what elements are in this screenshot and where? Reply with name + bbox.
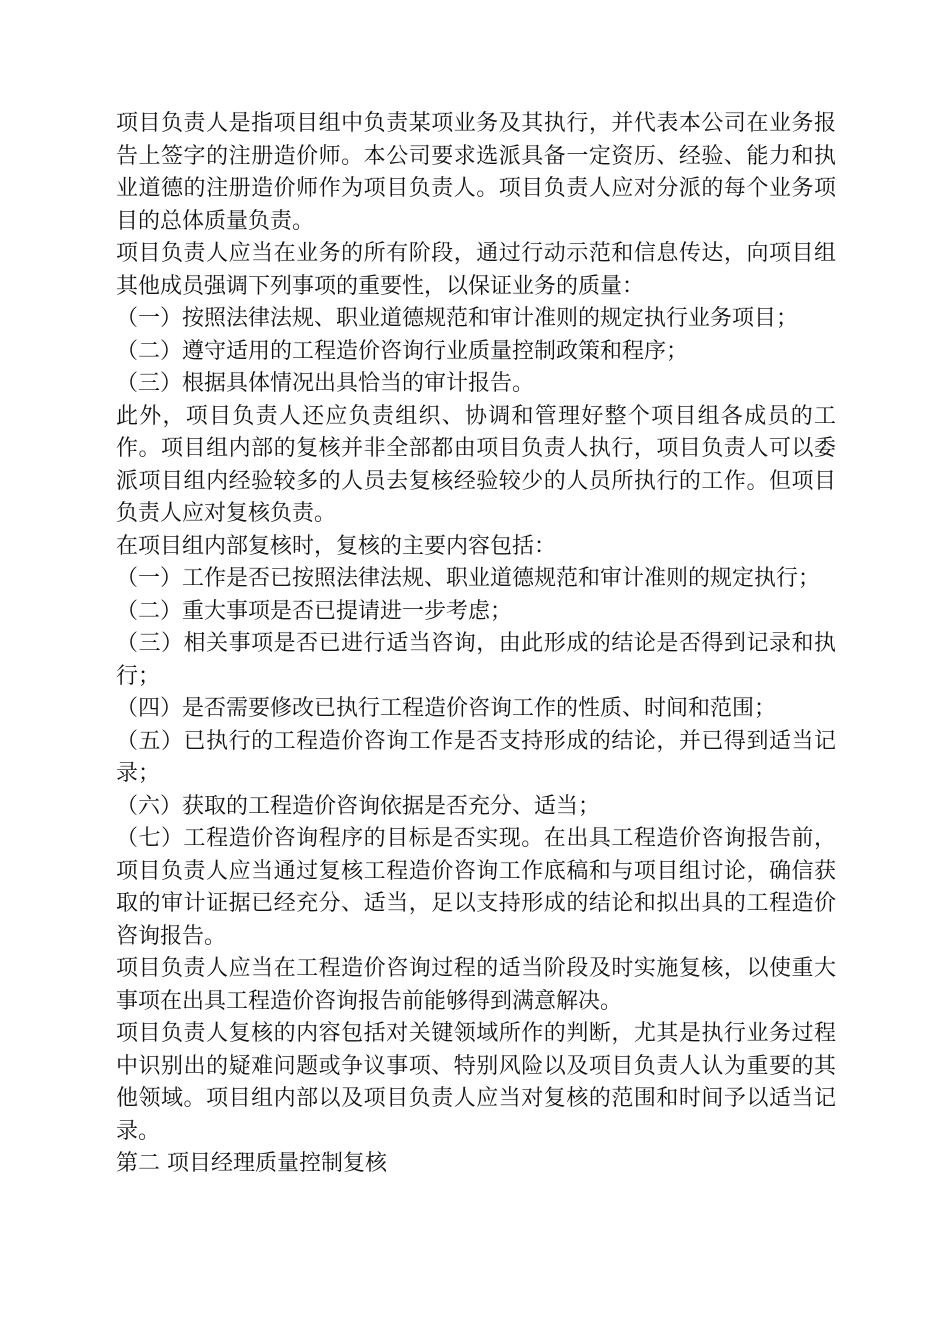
list-item-follow-policies: （二）遵守适用的工程造价咨询行业质量控制政策和程序； bbox=[116, 338, 689, 364]
list-item-review-modification: （四）是否需要修改已执行工程造价咨询工作的性质、时间和范围； bbox=[116, 696, 777, 721]
paragraph-internal-review-intro: 在项目组内部复核时，复核的主要内容包括： bbox=[116, 533, 557, 559]
paragraph-leader-coordination: 此外，项目负责人还应负责组织、协调和管理好整个项目组各成员的工作。项目组内部的复核并非全部都由项目负责人执行，项目负责人可以委派项目组内经验较多的人员去复核经验较少的人员所执行的工作。但项目负责人应对复核负责。 bbox=[116, 403, 836, 526]
document-body bbox=[116, 108, 836, 1181]
list-item-review-consultation: （三）相关事项是否已进行适当咨询，由此形成的结论是否得到记录和执行； bbox=[116, 631, 836, 689]
paragraph-project-leader-definition: 项目负责人是指项目组中负责某项业务及其执行，并代表本公司在业务报告上签字的注册造价师。本公司要求选派具备一定资历、经验、能力和执业道德的注册造价师作为项目负责人。项目负责人应对分派的每个业务项目的总体质量负责。 bbox=[116, 111, 836, 234]
paragraph-review-scope: 项目负责人复核的内容包括对关键领域所作的判断，尤其是执行业务过程中识别出的疑难问题或争议事项、特别风险以及项目负责人认为重要的其他领域。项目组内部以及项目负责人应当对复核的范围和时间予以适当记录。 bbox=[116, 1021, 836, 1144]
list-item-comply-laws: （一）按照法律法规、职业道德规范和审计准则的规定执行业务项目； bbox=[116, 306, 799, 331]
list-item-review-support: （五）已执行的工程造价咨询工作是否支持形成的结论，并已得到适当记录； bbox=[116, 728, 836, 786]
section-heading-manager-review: 第二 项目经理质量控制复核 bbox=[116, 1151, 387, 1176]
paragraph-leader-emphasis: 项目负责人应当在业务的所有阶段，通过行动示范和信息传达，向项目组其他成员强调下列事项的重要性，以保证业务的质量： bbox=[116, 241, 836, 299]
list-item-review-objectives: （七）工程造价咨询程序的目标是否实现。在出具工程造价咨询报告前，项目负责人应当通过复核工程造价咨询工作底稿和与项目组讨论，确信获取的审计证据已经充分、适当，足以支持形成的结论和拟出具的工程造价咨询报告。 bbox=[116, 826, 836, 949]
list-item-issue-report: （三）根据具体情况出具恰当的审计报告。 bbox=[116, 371, 535, 396]
list-item-review-evidence: （六）获取的工程造价咨询依据是否充分、适当； bbox=[116, 793, 601, 819]
list-item-review-major-matters: （二）重大事项是否已提请进一步考虑； bbox=[116, 598, 513, 624]
list-item-review-compliance: （一）工作是否已按照法律法规、职业道德规范和审计准则的规定执行； bbox=[116, 566, 821, 591]
paragraph-timely-review: 项目负责人应当在工程造价咨询过程的适当阶段及时实施复核，以使重大事项在出具工程造价咨询报告前能够得到满意解决。 bbox=[116, 956, 836, 1014]
